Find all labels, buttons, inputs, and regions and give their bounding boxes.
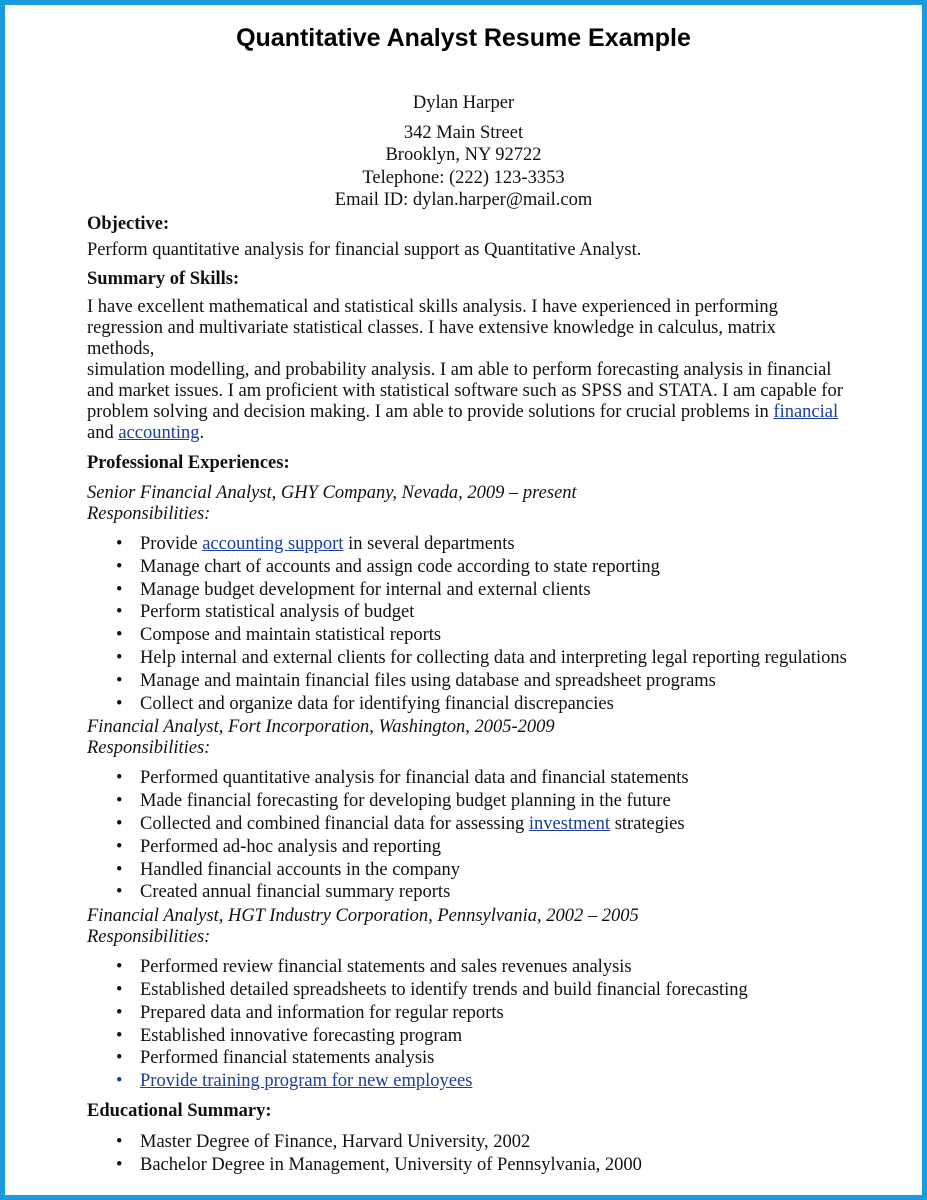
list-item-text: Master Degree of Finance, Harvard University, 2002 [140, 1131, 531, 1152]
list-item [87, 624, 847, 647]
training-program-link[interactable]: Provide training program for new employees [140, 1071, 473, 1092]
objective-heading: Objective: [87, 214, 170, 234]
list-item [87, 670, 847, 693]
list-item [87, 1154, 847, 1177]
responsibilities-label: Responsibilities: [87, 504, 211, 524]
bullet-icon: • [116, 1154, 123, 1175]
responsibilities-label: Responsibilities: [87, 738, 211, 759]
list-item [87, 556, 847, 579]
responsibilities-label: Responsibilities: [87, 927, 211, 948]
skills-heading: Summary of Skills: [87, 269, 240, 289]
list-item-text: Manage and maintain financial files using database and spreadsheet programs [140, 670, 716, 691]
list-item-text: Created annual financial summary reports [140, 882, 451, 903]
job-title: Senior Financial Analyst, GHY Company, Nevada, 2009 – present [87, 483, 577, 503]
list-item-text: Performed financial statements analysis [140, 1048, 435, 1069]
skills-line-text: . [199, 423, 205, 443]
skills-line: and market issues. I am proficient with statistical software such as SPSS and STATA. I am capable for [87, 381, 843, 401]
education-heading: Educational Summary: [87, 1100, 272, 1121]
list-item [87, 601, 847, 624]
list-item [87, 813, 847, 836]
list-item-text: Help internal and external clients for collecting data and interpreting legal reporting regulations [140, 647, 847, 668]
job3-responsibilities [87, 956, 847, 1093]
list-item-text: Collect and organize data for identifying financial discrepancies [140, 693, 614, 714]
list-item-text: in several departments [343, 534, 515, 554]
list-item-text: Collected and combined financial data for assessing [140, 813, 529, 834]
contact-street: 342 Main Street [403, 122, 524, 143]
bullet-icon: • [116, 670, 123, 691]
candidate-name: Dylan Harper [412, 93, 515, 113]
contact-phone: Telephone: (222) 123-3353 [362, 167, 565, 188]
bullet-icon: • [116, 813, 123, 834]
bullet-icon: • [116, 579, 123, 600]
contact-city: Brooklyn, NY 92722 [385, 145, 542, 165]
skills-line [87, 423, 847, 444]
list-item [87, 790, 847, 813]
list-item-text: Manage budget development for internal and external clients [140, 579, 591, 600]
bullet-icon: • [116, 859, 123, 880]
skills-paragraph [87, 297, 847, 444]
bullet-icon: • [116, 1048, 123, 1069]
bullet-icon: • [116, 602, 123, 623]
list-item [87, 647, 847, 670]
bullet-icon: • [116, 556, 123, 577]
list-item [87, 956, 847, 979]
accounting-support-link[interactable]: accounting support [202, 534, 344, 554]
skills-line [87, 402, 847, 423]
bullet-icon: • [116, 882, 123, 903]
skills-line: simulation modelling, and probability analysis. I am able to perform forecasting analysis in financial [87, 360, 832, 380]
list-item [87, 979, 847, 1002]
education-list [87, 1131, 847, 1177]
bullet-icon: • [116, 957, 123, 978]
contact-block [0, 92, 927, 212]
list-item [87, 881, 847, 904]
bullet-icon: • [116, 979, 123, 1000]
list-item [87, 767, 847, 790]
skills-line-text: and [87, 423, 119, 443]
resume-body [87, 214, 847, 1177]
job-title: Financial Analyst, HGT Industry Corporation, Pennsylvania, 2002 – 2005 [87, 906, 639, 927]
job-title: Financial Analyst, Fort Incorporation, Washington, 2005-2009 [87, 717, 555, 738]
bullet-icon: • [116, 647, 123, 668]
bullet-icon: • [116, 1071, 123, 1092]
list-item [87, 1070, 847, 1093]
list-item [87, 579, 847, 602]
job1-responsibilities [87, 533, 847, 715]
bullet-icon: • [116, 791, 123, 812]
financial-link[interactable]: financial [773, 402, 839, 422]
list-item-text: Performed ad-hoc analysis and reporting [140, 836, 442, 857]
list-item-text: Perform statistical analysis of budget [140, 602, 415, 623]
investment-link[interactable]: investment [528, 813, 611, 834]
bullet-icon: • [116, 693, 123, 714]
bullet-icon: • [116, 1025, 123, 1046]
skills-line: I have excellent mathematical and statistical skills analysis. I have experienced in performing [87, 297, 778, 317]
list-item-text: Performed quantitative analysis for financial data and financial statements [140, 768, 689, 789]
accounting-link[interactable]: accounting [118, 423, 200, 443]
list-item-text: Bachelor Degree in Management, University of Pennsylvania, 2000 [140, 1154, 642, 1175]
bullet-icon: • [116, 534, 123, 554]
list-item-text: Established detailed spreadsheets to identify trends and build financial forecasting [140, 979, 748, 1000]
contact-email: Email ID: dylan.harper@mail.com [334, 190, 593, 210]
list-item-text: Provide [140, 534, 203, 554]
list-item [87, 836, 847, 859]
experience-heading: Professional Experiences: [87, 453, 290, 473]
list-item [87, 1131, 847, 1154]
skills-line: regression and multivariate statistical classes. I have extensive knowledge in calculus, matrix methods, [87, 318, 776, 359]
bullet-icon: • [116, 1131, 123, 1152]
list-item-text: Compose and maintain statistical reports [140, 625, 442, 646]
list-item-text: Prepared data and information for regular reports [140, 1002, 504, 1023]
skills-line-text: problem solving and decision making. I am able to provide solutions for crucial problems in [87, 402, 774, 422]
list-item-text: Made financial forecasting for developing budget planning in the future [140, 791, 671, 812]
list-item-text: Manage chart of accounts and assign code according to state reporting [140, 556, 660, 577]
bullet-icon: • [116, 768, 123, 789]
list-item-text: strategies [610, 813, 685, 834]
page-title: Quantitative Analyst Resume Example [236, 24, 691, 52]
bullet-icon: • [116, 836, 123, 857]
bullet-icon: • [116, 1002, 123, 1023]
list-item-text: Performed review financial statements and sales revenues analysis [140, 957, 632, 978]
bullet-icon: • [116, 625, 123, 646]
list-item [87, 533, 847, 556]
list-item [87, 1047, 847, 1070]
list-item [87, 859, 847, 882]
list-item-text: Handled financial accounts in the company [140, 859, 461, 880]
job2-responsibilities [87, 767, 847, 904]
objective-text: Perform quantitative analysis for financial support as Quantitative Analyst. [87, 240, 642, 260]
list-item-text: Established innovative forecasting program [140, 1025, 463, 1046]
list-item [87, 693, 847, 716]
list-item [87, 1002, 847, 1025]
list-item [87, 1025, 847, 1048]
